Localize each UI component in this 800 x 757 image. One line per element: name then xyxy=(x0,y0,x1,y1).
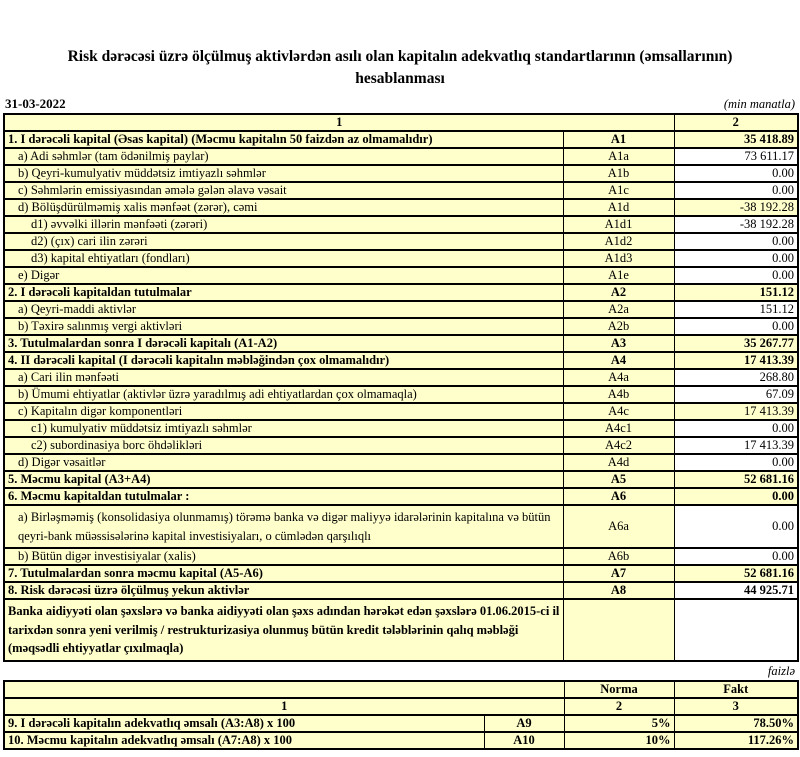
row-code: A1e xyxy=(563,267,674,284)
row-value: 35 267.77 xyxy=(674,335,798,352)
row-value: 0.00 xyxy=(674,548,798,565)
table-row xyxy=(4,471,798,488)
row-label: a) Birləşməmiş (konsolidasiya olunmamış) törəmə banka və digər maliyyə idarələrinin kapitalına və bütün qeyri-bank müəssisələrinə kapital investisiyaları, o cümlədən qarşılıqlı xyxy=(4,505,563,548)
row-code: A4b xyxy=(563,386,674,403)
row-label: c) Səhmlərin emissiyasından əmələ gələn əlavə vəsait xyxy=(4,182,563,199)
row-code: A2a xyxy=(563,301,674,318)
table-row xyxy=(4,548,798,565)
row-label: b) Təxirə salınmış vergi aktivləri xyxy=(4,318,563,335)
row-label: c) Kapitalın digər komponentləri xyxy=(4,403,563,420)
table-row xyxy=(4,582,798,599)
ratio-row xyxy=(4,715,798,732)
row-label: 8. Risk dərəcəsi üzrə ölçülmuş yekun aktivlər xyxy=(4,582,563,599)
table-row xyxy=(4,301,798,318)
table-row xyxy=(4,420,798,437)
row-code: A6b xyxy=(563,548,674,565)
row-value: 17 413.39 xyxy=(674,403,798,420)
row-label: 6. Məcmu kapitaldan tutulmalar : xyxy=(4,488,563,505)
row-value: 0.00 xyxy=(674,267,798,284)
table-row xyxy=(4,454,798,471)
row-code: A4 xyxy=(563,352,674,369)
table2-col-header-norma: Norma xyxy=(564,681,674,698)
table-row xyxy=(4,335,798,352)
table1-col-header-right: 2 xyxy=(674,114,798,131)
table-row xyxy=(4,488,798,505)
row-value: 73 611.17 xyxy=(674,148,798,165)
row-value: -38 192.28 xyxy=(674,216,798,233)
table2-col-header-fakt: Fakt xyxy=(674,681,798,698)
table2-header-empty xyxy=(4,681,564,698)
row-value: 0.00 xyxy=(674,454,798,471)
capital-table xyxy=(3,113,799,662)
row-value: 0.00 xyxy=(674,233,798,250)
row-label: d) Digər vəsaitlər xyxy=(4,454,563,471)
unit-note: (min manatla) xyxy=(723,97,795,111)
ratio-row xyxy=(4,732,798,749)
row-value: 17 413.39 xyxy=(674,437,798,454)
row-code: A1 xyxy=(563,131,674,148)
table-row xyxy=(4,233,798,250)
table-row xyxy=(4,318,798,335)
row-value: 67.09 xyxy=(674,386,798,403)
row-label: a) Cari ilin mənfəəti xyxy=(4,369,563,386)
meta-row xyxy=(5,96,795,112)
table-row xyxy=(4,131,798,148)
row-label: 1. I dərəcəli kapital (Əsas kapital) (Məcmu kapitalın 50 faizdən az olmamalıdır) xyxy=(4,131,563,148)
row-label: c1) kumulyativ müddətsiz imtiyazlı səhmlər xyxy=(4,420,563,437)
row-label: 3. Tutulmalardan sonra I dərəcəli kapitalı (A1-A2) xyxy=(4,335,563,352)
row-label: d3) kapital ehtiyatları (fondları) xyxy=(4,250,563,267)
table-row xyxy=(4,369,798,386)
table-row xyxy=(4,267,798,284)
row-label: d) Bölüşdürülməmiş xalis mənfəət (zərər), cəmi xyxy=(4,199,563,216)
table-row xyxy=(4,148,798,165)
table-row xyxy=(4,284,798,301)
row-code: A1b xyxy=(563,165,674,182)
table2-num-header-fakt: 3 xyxy=(674,698,798,715)
table-row xyxy=(4,505,798,548)
row-value: 0.00 xyxy=(674,250,798,267)
ratio-code: A9 xyxy=(484,715,564,732)
row-value: 268.80 xyxy=(674,369,798,386)
row-code: A1d1 xyxy=(563,216,674,233)
table2-num-header-left: 1 xyxy=(4,698,564,715)
table-row xyxy=(4,352,798,369)
table-row xyxy=(4,599,798,661)
row-label: d1) əvvəlki illərin mənfəəti (zərəri) xyxy=(4,216,563,233)
row-value: 0.00 xyxy=(674,488,798,505)
row-value: -38 192.28 xyxy=(674,199,798,216)
row-label: a) Qeyri-maddi aktivlər xyxy=(4,301,563,318)
row-value: 52 681.16 xyxy=(674,471,798,488)
adequacy-ratio-table xyxy=(3,680,799,750)
row-code: A6 xyxy=(563,488,674,505)
row-code: A4c1 xyxy=(563,420,674,437)
percent-note: faizlə xyxy=(767,663,795,678)
row-label: b) Ümumi ehtiyatlar (aktivlər üzrə yaradılmış adi ehtiyatlardan çox olmamaqla) xyxy=(4,386,563,403)
row-code: A1d2 xyxy=(563,233,674,250)
row-label: 4. II dərəcəli kapital (I dərəcəli kapitalın məbləğindən çox olmamalıdır) xyxy=(4,352,563,369)
row-code: A4c2 xyxy=(563,437,674,454)
row-code: A1a xyxy=(563,148,674,165)
ratio-label: 9. I dərəcəli kapitalın adekvatlıq əmsalı (A3:A8) x 100 xyxy=(4,715,484,732)
row-code: A5 xyxy=(563,471,674,488)
row-value: 0.00 xyxy=(674,420,798,437)
table-row xyxy=(4,565,798,582)
row-value: 0.00 xyxy=(674,165,798,182)
row-code: A3 xyxy=(563,335,674,352)
row-label: b) Bütün digər investisiyalar (xalis) xyxy=(4,548,563,565)
row-code: A6a xyxy=(563,505,674,548)
row-label: c2) subordinasiya borc öhdəlikləri xyxy=(4,437,563,454)
row-value: 0.00 xyxy=(674,318,798,335)
row-value: 151.12 xyxy=(674,301,798,318)
ratio-fakt-value: 78.50% xyxy=(674,715,798,732)
table1-col-header-left: 1 xyxy=(4,114,674,131)
row-label: e) Digər xyxy=(4,267,563,284)
row-code: A7 xyxy=(563,565,674,582)
row-value: 52 681.16 xyxy=(674,565,798,582)
row-label: Banka aidiyyəti olan şəxslərə və banka aidiyyəti olan şəxs adından hərəkət edən şəxslərə 01.06.2015-ci il tarixdən sonra yeni verilmiş / restrukturizasiya olunmuş bütün kredit tələblərinin qalıq məbləği (məqsədli ehtiyyatlar çıxılmaqla) xyxy=(4,599,563,661)
row-value: 17 413.39 xyxy=(674,352,798,369)
row-code: A1d xyxy=(563,199,674,216)
row-code: A4c xyxy=(563,403,674,420)
row-label: b) Qeyri-kumulyativ müddətsiz imtiyazlı səhmlər xyxy=(4,165,563,182)
row-code: A2 xyxy=(563,284,674,301)
report-date: 31-03-2022 xyxy=(5,96,66,111)
table2-num-header-norma: 2 xyxy=(564,698,674,715)
table-row xyxy=(4,437,798,454)
row-code: A2b xyxy=(563,318,674,335)
row-value: 0.00 xyxy=(674,182,798,199)
ratio-norma-value: 5% xyxy=(564,715,674,732)
row-label: d2) (çıx) cari ilin zərəri xyxy=(4,233,563,250)
row-code: A8 xyxy=(563,582,674,599)
row-code: A1c xyxy=(563,182,674,199)
table-row xyxy=(4,182,798,199)
page-title: Risk dərəcəsi üzrə ölçülmuş aktivlərdən asılı olan kapitalın adekvatlıq standartlarının (əmsallarının) hesablanması xyxy=(67,48,733,87)
table1-header-row xyxy=(4,114,798,131)
row-value: 44 925.71 xyxy=(674,582,798,599)
table-row xyxy=(4,165,798,182)
row-label: 2. I dərəcəli kapitaldan tutulmalar xyxy=(4,284,563,301)
ratio-label: 10. Məcmu kapitalın adekvatlıq əmsalı (A7:A8) x 100 xyxy=(4,732,484,749)
table2-header-row xyxy=(4,681,798,698)
row-code: A1d3 xyxy=(563,250,674,267)
ratio-fakt-value: 117.26% xyxy=(674,732,798,749)
row-value: 151.12 xyxy=(674,284,798,301)
ratio-norma-value: 10% xyxy=(564,732,674,749)
row-value xyxy=(674,599,798,661)
table-row xyxy=(4,386,798,403)
row-label: 5. Məcmu kapital (A3+A4) xyxy=(4,471,563,488)
row-code: A4d xyxy=(563,454,674,471)
row-value: 0.00 xyxy=(674,505,798,548)
table-row xyxy=(4,403,798,420)
row-code: A4a xyxy=(563,369,674,386)
row-label: 7. Tutulmalardan sonra məcmu kapital (A5-A6) xyxy=(4,565,563,582)
table2-number-header-row xyxy=(4,698,798,715)
table-row xyxy=(4,216,798,233)
ratio-code: A10 xyxy=(484,732,564,749)
row-label: a) Adi səhmlər (tam ödənilmiş paylar) xyxy=(4,148,563,165)
table-row xyxy=(4,250,798,267)
table-row xyxy=(4,199,798,216)
row-code xyxy=(563,599,674,661)
row-value: 35 418.89 xyxy=(674,131,798,148)
